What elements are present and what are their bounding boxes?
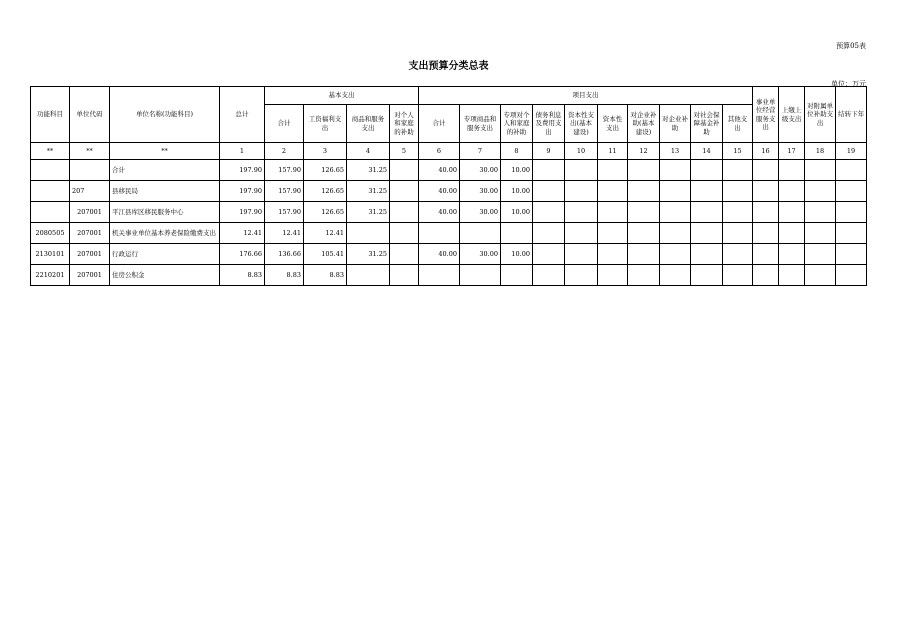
- index-cell: 12: [628, 143, 660, 160]
- table-row: [31, 223, 867, 244]
- index-cell: 1: [220, 143, 265, 160]
- cell-project-personal: 10.00: [501, 160, 533, 181]
- cell-empty: [753, 160, 779, 181]
- table-row: [31, 265, 867, 286]
- index-cell: 7: [460, 143, 501, 160]
- cell-func-subject: [31, 160, 70, 181]
- page-title: 支出预算分类总表: [408, 61, 489, 72]
- cell-unit-code: 207001: [70, 265, 110, 286]
- cell-unit-name: 平江县库区移民服务中心: [110, 202, 220, 223]
- cell-empty: [691, 265, 723, 286]
- header-basic-goods: 商品和服务支出: [347, 105, 390, 143]
- header-carry-over: 结转下年: [836, 87, 867, 143]
- table-row: [31, 160, 867, 181]
- cell-goods-services: 31.25: [347, 202, 390, 223]
- index-cell: 17: [779, 143, 805, 160]
- cell-empty: [628, 244, 660, 265]
- cell-empty: [565, 244, 598, 265]
- cell-project-personal: 10.00: [501, 181, 533, 202]
- cell-empty: [660, 160, 691, 181]
- cell-empty: [779, 160, 805, 181]
- cell-project-personal: 10.00: [501, 202, 533, 223]
- index-cell: 10: [565, 143, 598, 160]
- cell-empty: [723, 244, 753, 265]
- cell-project-goods: [460, 265, 501, 286]
- cell-empty: [723, 181, 753, 202]
- cell-total: 8.83: [220, 265, 265, 286]
- cell-basic-total: 12.41: [265, 223, 304, 244]
- cell-empty: [753, 223, 779, 244]
- cell-empty: [779, 202, 805, 223]
- cell-goods-services: 31.25: [347, 244, 390, 265]
- cell-unit-name: 住房公积金: [110, 265, 220, 286]
- cell-empty: [779, 223, 805, 244]
- header-func-subject: 功能科目: [31, 87, 70, 143]
- cell-empty: [565, 181, 598, 202]
- index-cell: **: [110, 143, 220, 160]
- cell-func-subject: [31, 202, 70, 223]
- cell-salary: 126.65: [304, 160, 347, 181]
- cell-empty: [723, 265, 753, 286]
- cell-personal-subsidy: [390, 160, 419, 181]
- cell-empty: [805, 223, 836, 244]
- header-row-group: [31, 87, 867, 105]
- header-basic-personal: 对个人和家庭的补助: [390, 105, 419, 143]
- index-cell: 3: [304, 143, 347, 160]
- cell-empty: [628, 202, 660, 223]
- header-project-goods: 专项商品和服务支出: [460, 105, 501, 143]
- cell-func-subject: 2210201: [31, 265, 70, 286]
- cell-empty: [628, 265, 660, 286]
- cell-empty: [660, 202, 691, 223]
- cell-basic-total: 157.90: [265, 202, 304, 223]
- cell-project-total: [419, 223, 460, 244]
- cell-empty: [565, 265, 598, 286]
- index-cell: 18: [805, 143, 836, 160]
- cell-empty: [598, 181, 628, 202]
- cell-unit-name: 合计: [110, 160, 220, 181]
- header-project-enterprise-construction: 对企业补助(基本建设): [628, 105, 660, 143]
- header-institution-operation: 事业单位经营服务支出: [753, 87, 779, 143]
- index-cell: 5: [390, 143, 419, 160]
- cell-empty: [628, 160, 660, 181]
- header-total: 总计: [220, 87, 265, 143]
- cell-empty: [598, 160, 628, 181]
- cell-goods-services: [347, 265, 390, 286]
- header-project-capital: 资本性支出: [598, 105, 628, 143]
- cell-personal-subsidy: [390, 244, 419, 265]
- cell-empty: [565, 202, 598, 223]
- cell-empty: [565, 223, 598, 244]
- cell-basic-total: 157.90: [265, 181, 304, 202]
- header-subsidy-subunits: 对附属单位补助支出: [805, 87, 836, 143]
- cell-empty: [533, 244, 565, 265]
- cell-personal-subsidy: [390, 265, 419, 286]
- cell-total: 197.90: [220, 160, 265, 181]
- index-cell: 14: [691, 143, 723, 160]
- header-unit-name: 单位名称(功能科目): [110, 87, 220, 143]
- cell-empty: [660, 181, 691, 202]
- header-project-capital-construction: 资本性支出(基本建设): [565, 105, 598, 143]
- cell-empty: [723, 160, 753, 181]
- cell-empty: [779, 181, 805, 202]
- cell-personal-subsidy: [390, 223, 419, 244]
- cell-empty: [533, 202, 565, 223]
- cell-empty: [805, 160, 836, 181]
- cell-personal-subsidy: [390, 181, 419, 202]
- cell-empty: [723, 223, 753, 244]
- form-number: 预算05表: [836, 42, 866, 50]
- header-basic-expenditure: 基本支出: [265, 87, 419, 105]
- cell-project-personal: 10.00: [501, 244, 533, 265]
- cell-basic-total: 157.90: [265, 160, 304, 181]
- cell-personal-subsidy: [390, 202, 419, 223]
- cell-empty: [628, 223, 660, 244]
- cell-empty: [753, 181, 779, 202]
- cell-empty: [691, 181, 723, 202]
- cell-empty: [691, 160, 723, 181]
- table-row: [31, 202, 867, 223]
- cell-total: 197.90: [220, 181, 265, 202]
- header-upper-payment: 上缴上级支出: [779, 87, 805, 143]
- cell-empty: [779, 265, 805, 286]
- cell-total: 12.41: [220, 223, 265, 244]
- cell-empty: [691, 223, 723, 244]
- cell-empty: [836, 160, 867, 181]
- cell-empty: [598, 202, 628, 223]
- cell-unit-name: 机关事业单位基本养老保险缴费支出: [110, 223, 220, 244]
- header-basic-total: 合计: [265, 105, 304, 143]
- index-row: [31, 143, 867, 160]
- cell-empty: [753, 244, 779, 265]
- cell-project-total: 40.00: [419, 244, 460, 265]
- cell-project-goods: 30.00: [460, 160, 501, 181]
- expenditure-table: [30, 86, 867, 286]
- cell-empty: [753, 202, 779, 223]
- cell-unit-code: 207001: [70, 244, 110, 265]
- cell-project-total: 40.00: [419, 202, 460, 223]
- header-project-other: 其他支出: [723, 105, 753, 143]
- header-project-personal: 专项对个人和家庭的补助: [501, 105, 533, 143]
- index-cell: 16: [753, 143, 779, 160]
- cell-empty: [691, 202, 723, 223]
- cell-unit-code: [70, 160, 110, 181]
- cell-empty: [660, 244, 691, 265]
- cell-basic-total: 136.66: [265, 244, 304, 265]
- cell-empty: [660, 223, 691, 244]
- cell-empty: [533, 181, 565, 202]
- cell-project-total: 40.00: [419, 160, 460, 181]
- cell-basic-total: 8.83: [265, 265, 304, 286]
- cell-empty: [805, 244, 836, 265]
- cell-salary: 126.65: [304, 181, 347, 202]
- cell-total: 197.90: [220, 202, 265, 223]
- cell-empty: [598, 223, 628, 244]
- cell-func-subject: [31, 181, 70, 202]
- cell-empty: [836, 202, 867, 223]
- cell-empty: [753, 265, 779, 286]
- index-cell: **: [31, 143, 70, 160]
- cell-empty: [836, 265, 867, 286]
- cell-unit-name: 县移民局: [110, 181, 220, 202]
- cell-unit-name: 行政运行: [110, 244, 220, 265]
- cell-unit-code: 207001: [70, 223, 110, 244]
- table-row: [31, 244, 867, 265]
- index-cell: 8: [501, 143, 533, 160]
- cell-project-goods: 30.00: [460, 244, 501, 265]
- cell-goods-services: 31.25: [347, 181, 390, 202]
- cell-empty: [805, 265, 836, 286]
- cell-unit-code: 207: [70, 181, 110, 202]
- index-cell: 15: [723, 143, 753, 160]
- cell-empty: [598, 244, 628, 265]
- cell-goods-services: 31.25: [347, 160, 390, 181]
- header-project-expenditure: 项目支出: [419, 87, 753, 105]
- cell-project-personal: [501, 223, 533, 244]
- cell-total: 176.66: [220, 244, 265, 265]
- index-cell: 4: [347, 143, 390, 160]
- cell-empty: [533, 223, 565, 244]
- cell-project-goods: [460, 223, 501, 244]
- unit-label: 单位：万元: [831, 80, 866, 88]
- cell-empty: [533, 265, 565, 286]
- header-project-debt: 债务利息及费用支出: [533, 105, 565, 143]
- cell-func-subject: 2080505: [31, 223, 70, 244]
- cell-project-total: 40.00: [419, 181, 460, 202]
- cell-empty: [723, 202, 753, 223]
- cell-func-subject: 2130101: [31, 244, 70, 265]
- cell-empty: [660, 265, 691, 286]
- cell-salary: 8.83: [304, 265, 347, 286]
- cell-project-total: [419, 265, 460, 286]
- index-cell: 13: [660, 143, 691, 160]
- cell-empty: [691, 244, 723, 265]
- cell-empty: [565, 160, 598, 181]
- index-cell: 6: [419, 143, 460, 160]
- index-cell: 19: [836, 143, 867, 160]
- cell-project-goods: 30.00: [460, 202, 501, 223]
- cell-salary: 126.65: [304, 202, 347, 223]
- cell-empty: [836, 181, 867, 202]
- cell-empty: [836, 223, 867, 244]
- cell-empty: [805, 202, 836, 223]
- header-project-enterprise: 对企业补助: [660, 105, 691, 143]
- index-cell: 2: [265, 143, 304, 160]
- header-basic-salary: 工资福利支出: [304, 105, 347, 143]
- cell-unit-code: 207001: [70, 202, 110, 223]
- header-project-total: 合计: [419, 105, 460, 143]
- header-project-social-security: 对社会保障基金补助: [691, 105, 723, 143]
- cell-salary: 105.41: [304, 244, 347, 265]
- cell-empty: [628, 181, 660, 202]
- cell-salary: 12.41: [304, 223, 347, 244]
- cell-empty: [598, 265, 628, 286]
- cell-project-goods: 30.00: [460, 181, 501, 202]
- table-row: [31, 181, 867, 202]
- index-cell: 11: [598, 143, 628, 160]
- cell-empty: [805, 181, 836, 202]
- cell-empty: [779, 244, 805, 265]
- cell-project-personal: [501, 265, 533, 286]
- cell-empty: [836, 244, 867, 265]
- cell-empty: [533, 160, 565, 181]
- header-unit-code: 单位代码: [70, 87, 110, 143]
- index-cell: **: [70, 143, 110, 160]
- index-cell: 9: [533, 143, 565, 160]
- cell-goods-services: [347, 223, 390, 244]
